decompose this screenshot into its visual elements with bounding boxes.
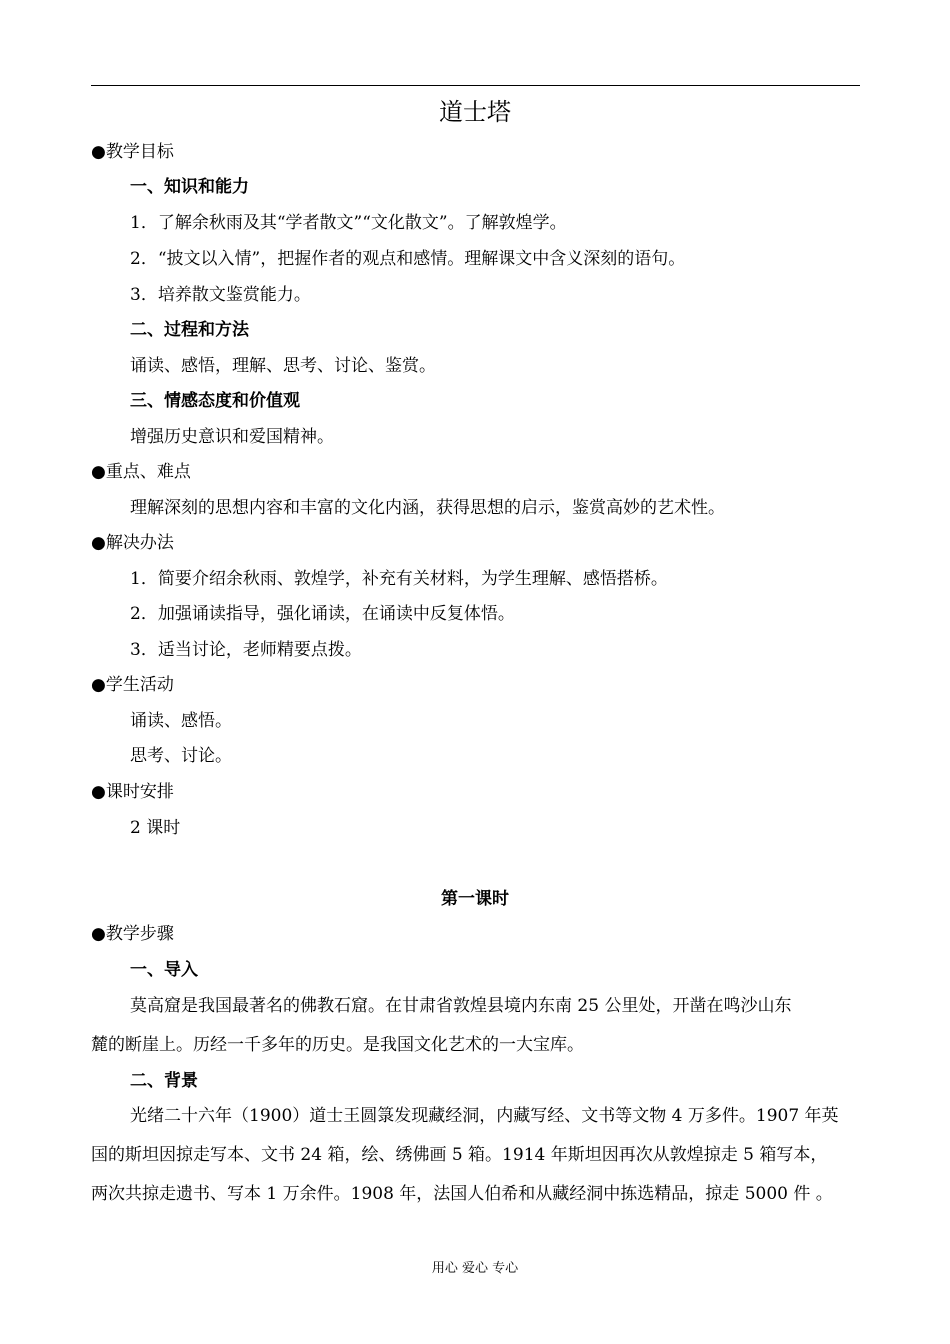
bullet-icon: ● — [91, 782, 106, 802]
bullet-icon: ● — [91, 924, 106, 944]
background-line-2: 国的斯坦因掠走写本、文书 24 箱，绘、绣佛画 5 箱。1914 年斯坦因再次从敦煌掠走 5 箱写本， — [91, 1145, 828, 1165]
intro-heading: 一、导入 — [130, 960, 198, 980]
section-schedule-heading: ●课时安排 — [91, 782, 174, 802]
header-rule — [91, 85, 860, 86]
bullet-icon: ● — [91, 675, 106, 695]
goals-text-3: 增强历史意识和爱国精神。 — [130, 427, 334, 447]
background-heading: 二、背景 — [130, 1071, 198, 1091]
background-line-3: 两次共掠走遗书、写本 1 万余件。1908 年，法国人伯希和从藏经洞中拣选精品，掠走 5000 件 。 — [91, 1184, 833, 1204]
goals-subheading-2: 二、过程和方法 — [130, 320, 249, 340]
intro-line-2: 麓的断崖上。历经一千多年的历史。是我国文化艺术的一大宝库。 — [91, 1035, 584, 1055]
activities-item-1: 诵读、感悟。 — [130, 711, 232, 731]
bullet-icon: ● — [91, 533, 106, 553]
lesson-title: 第一课时 — [441, 889, 509, 909]
section-activities-heading: ●学生活动 — [91, 675, 174, 695]
activities-item-2: 思考、讨论。 — [130, 746, 232, 766]
bullet-icon: ● — [91, 142, 106, 162]
goals-item-3: 3．培养散文鉴赏能力。 — [130, 285, 311, 305]
intro-line-1: 莫高窟是我国最著名的佛教石窟。在甘肃省敦煌县境内东南 25 公里处，开凿在鸣沙山东 — [130, 996, 792, 1016]
page-footer: 用心 爱心 专心 — [431, 1261, 519, 1276]
goals-subheading-1: 一、知识和能力 — [130, 177, 249, 197]
bullet-icon: ● — [91, 462, 106, 482]
goals-item-2: 2．“披文以入情”，把握作者的观点和感情。理解课文中含义深刻的语句。 — [130, 249, 686, 269]
goals-text-2: 诵读、感悟，理解、思考、讨论、鉴赏。 — [130, 356, 436, 376]
section-key-heading: ●重点、难点 — [91, 462, 191, 482]
background-line-1: 光绪二十六年（1900）道士王圆箓发现藏经洞，内藏写经、文书等文物 4 万多件。1907 年英 — [130, 1106, 839, 1126]
methods-item-3: 3．适当讨论，老师精要点拨。 — [130, 640, 362, 660]
section-methods-heading: ●解决办法 — [91, 533, 174, 553]
goals-subheading-3: 三、情感态度和价值观 — [130, 391, 300, 411]
section-steps-heading: ●教学步骤 — [91, 924, 174, 944]
schedule-text: 2 课时 — [130, 818, 181, 838]
key-text: 理解深刻的思想内容和丰富的文化内涵，获得思想的启示，鉴赏高妙的艺术性。 — [130, 498, 725, 518]
document-title: 道士塔 — [439, 98, 511, 126]
goals-item-1: 1．了解余秋雨及其“学者散文”“文化散文”。了解敦煌学。 — [130, 213, 567, 233]
section-goals-heading: ●教学目标 — [91, 142, 174, 162]
methods-item-2: 2．加强诵读指导，强化诵读，在诵读中反复体悟。 — [130, 604, 515, 624]
methods-item-1: 1．简要介绍余秋雨、敦煌学，补充有关材料，为学生理解、感悟搭桥。 — [130, 569, 668, 589]
